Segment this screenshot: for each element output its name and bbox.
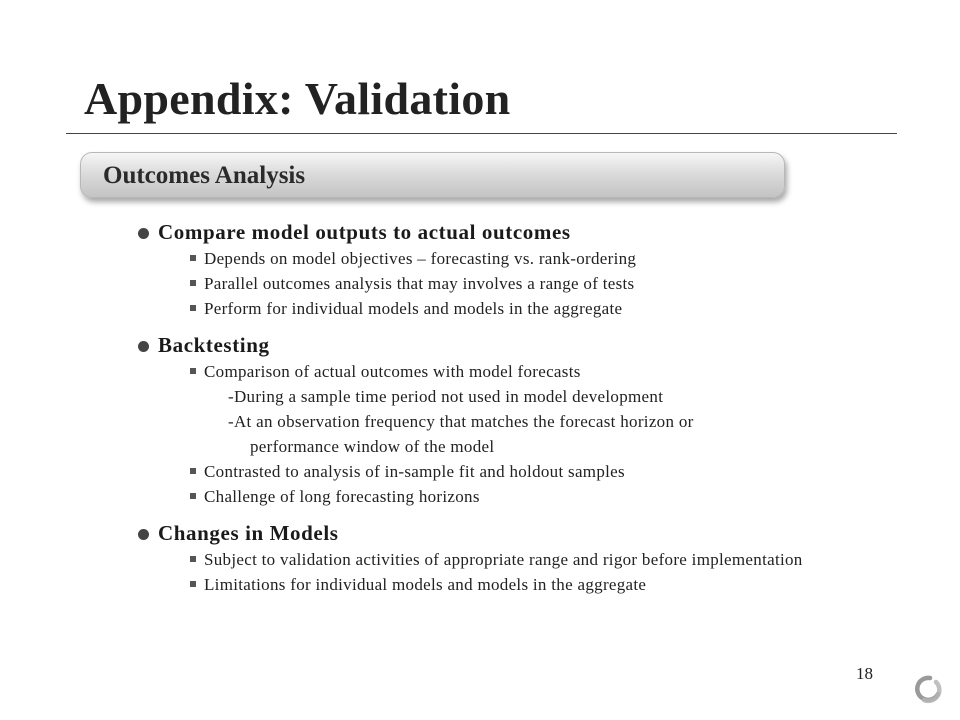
sub-bullet-text: Challenge of long forecasting horizons xyxy=(204,487,480,506)
sub-bullet-text: Subject to validation activities of appropriate range and rigor before implementation xyxy=(204,550,803,569)
square-bullet-icon xyxy=(190,305,196,311)
sub-bullet xyxy=(138,271,898,296)
bullet-heading xyxy=(138,331,898,359)
sub-bullet-text: Parallel outcomes analysis that may involves a range of tests xyxy=(204,274,635,293)
square-bullet-icon xyxy=(190,280,196,286)
bullet-group-compare xyxy=(138,218,898,321)
sub-bullet xyxy=(138,296,898,321)
square-bullet-icon xyxy=(190,368,196,374)
sub-bullet-text: Perform for individual models and models in the aggregate xyxy=(204,299,623,318)
square-bullet-icon xyxy=(190,255,196,261)
bullet-dot-icon xyxy=(138,228,149,239)
sub-sub-item-continuation: performance window of the model xyxy=(250,437,495,456)
square-bullet-icon xyxy=(190,556,196,562)
bullet-dot-icon xyxy=(138,529,149,540)
bullet-dot-icon xyxy=(138,341,149,352)
square-bullet-icon xyxy=(190,581,196,587)
sub-bullet xyxy=(138,246,898,271)
square-bullet-icon xyxy=(190,493,196,499)
bullet-heading xyxy=(138,519,898,547)
bullet-group-backtesting xyxy=(138,331,898,509)
brand-logo-icon xyxy=(914,674,942,704)
sub-bullet xyxy=(138,484,898,509)
sub-bullet xyxy=(138,572,898,597)
bullet-heading-text: Backtesting xyxy=(158,333,270,357)
bullet-group-changes xyxy=(138,519,898,597)
sub-sub-item xyxy=(138,409,898,459)
section-header-bar xyxy=(80,152,785,198)
slide-title: Appendix: Validation xyxy=(84,73,511,124)
section-header-label: Outcomes Analysis xyxy=(103,162,306,189)
sub-sub-item-text: -At an observation frequency that matches the forecast horizon or xyxy=(228,412,694,431)
sub-sub-item xyxy=(138,384,898,409)
bullet-heading-text: Compare model outputs to actual outcomes xyxy=(158,220,571,244)
slide-content xyxy=(138,218,898,607)
sub-bullet xyxy=(138,359,898,384)
sub-bullet-text: Limitations for individual models and models in the aggregate xyxy=(204,575,647,594)
bullet-heading xyxy=(138,218,898,246)
square-bullet-icon xyxy=(190,468,196,474)
sub-bullet-text: Comparison of actual outcomes with model forecasts xyxy=(204,362,581,381)
title-divider xyxy=(66,133,897,134)
sub-bullet-text: Contrasted to analysis of in-sample fit and holdout samples xyxy=(204,462,625,481)
page-number: 18 xyxy=(856,664,873,683)
bullet-heading-text: Changes in Models xyxy=(158,521,339,545)
sub-bullet xyxy=(138,547,844,572)
sub-bullet xyxy=(138,459,898,484)
sub-bullet-text: Depends on model objectives – forecasting vs. rank-ordering xyxy=(204,249,637,268)
sub-sub-item-text: -During a sample time period not used in model development xyxy=(228,387,664,406)
